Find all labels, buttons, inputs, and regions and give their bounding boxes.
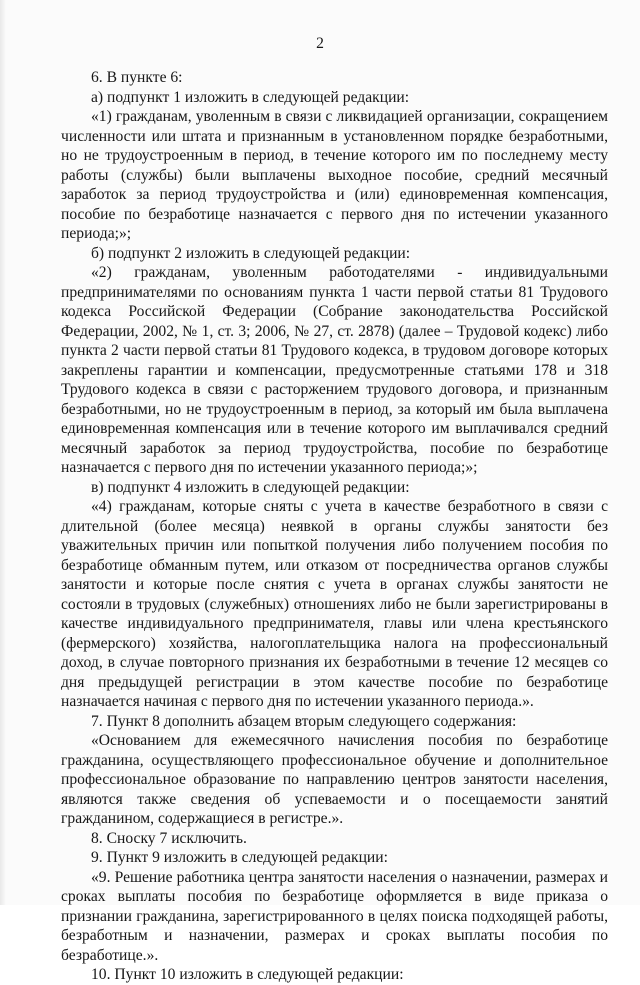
paragraph-item-8: 8. Сноску 7 исключить. [91,829,247,847]
paragraph-subitem-a: а) подпункт 1 изложить в следующей редакции: [91,88,410,106]
paragraph-quoted-basis: «Основанием для ежемесячного начисления пособия по безработице гражданина, осуществляющего профессиональное обучение и дополнительное профессиональное образование по направлению центров занятости населения, являются также сведения об успеваемости и о посещаемости занятий гражданином, содержащиеся в регистре.». [61,732,608,827]
paragraph-item-6-heading: 6. В пункте 6: [91,69,183,86]
scan-edge-shadow [0,0,6,905]
paragraph-quoted-item-9: «9. Решение работника центра занятости населения о назначении, размерах и сроках выплаты пособия по безработице оформляется в виде приказа о признании гражданина, зарегистрированного в целях поиска подходящей работы, безработным и назначении, размерах и сроках выплаты пособия по безработице.». [61,868,608,964]
paragraph-quoted-subitem-2: «2) гражданам, уволенным работодателями - индивидуальными предпринимателями по основаниям пункта 1 части первой статьи 81 Трудового кодекса Российской Федерации (Собрание законодательства Российской Федерации, 2002, № 1, ст. 3; 2006, № 27, ст. 2878) (далее – Трудовой кодекс) либо пункта 2 части первой статьи 81 Трудового кодекса, в трудовом договоре которых закреплены гарантии и компенсации, предусмотренные статьями 178 и 318 Трудового кодекса в связи с расторжением трудового договора, и признанным безработными, но не трудоустроенным в период, за который им была выплачена единовременная компенсация или в течение которого им выплачивался средний месячный заработок за период трудоустройства, пособие по безработице назначается с первого дня по истечении указанного периода;»; [61,264,608,476]
paragraph-quoted-subitem-4: «4) гражданам, которые сняты с учета в качестве безработного в связи с длительной (более месяца) неявкой в органы службы занятости без уважительных причин или попыткой получения либо получением пособия по безработице обманным путем, или отказом от посредничества органов службы занятости и которые после снятия с учета в органах службы занятости не состояли в трудовых (служебных) отношениях либо не были зарегистрированы в качестве индивидуального предпринимателя, главы или члена крестьянского (фермерского) хозяйства, налогоплательщика налога на профессиональный доход, в случае повторного признания их безработными в течение 12 месяцев со дня предыдущей регистрации в этом качестве пособие по безработице назначается начиная с первого дня по истечении указанного периода.». [61,498,608,710]
paragraph-quoted-subitem-1: «1) гражданам, уволенным в связи с ликвидацией организации, сокращением численности или штата и признанным в установленном порядке безработными, но не трудоустроенным в период, в течение которого им по последнему месту работы (службы) были выплачены выходное пособие, средний месячный заработок за период трудоустройства и (или) единовременная компенсация, пособие по безработице назначается с первого дня по истечении указанного периода;»; [61,108,608,242]
paragraph-subitem-b: б) подпункт 2 изложить в следующей редакции: [91,244,411,262]
paragraph-item-9: 9. Пункт 9 изложить в следующей редакции: [91,849,388,866]
paragraph-item-7: 7. Пункт 8 дополнить абзацем вторым следующего содержания: [91,712,517,730]
paragraph-subitem-v: в) подпункт 4 изложить в следующей редакции: [91,478,410,496]
paragraph-item-10: 10. Пункт 10 изложить в следующей редакции: [91,966,404,983]
document-body [61,68,608,985]
page-number: 2 [316,35,324,52]
